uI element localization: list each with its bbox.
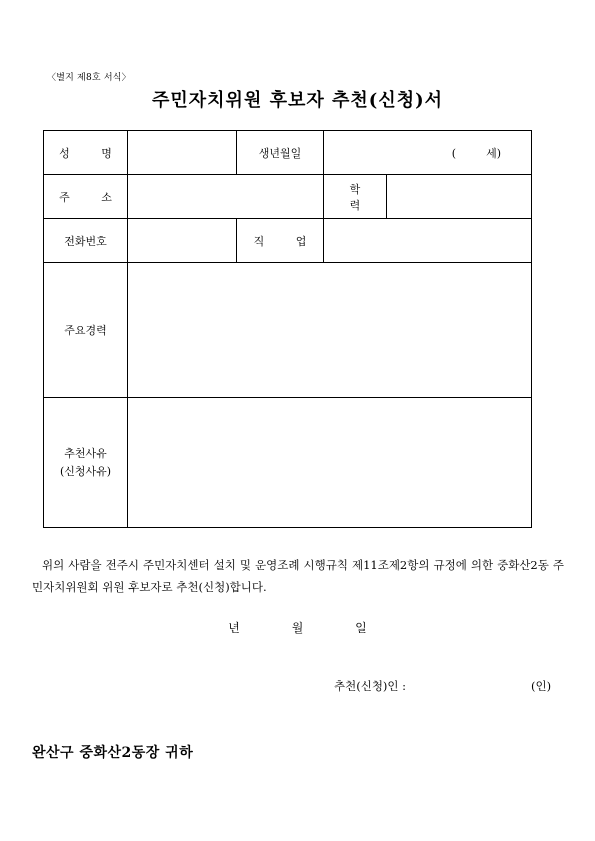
table-row <box>44 219 532 263</box>
seal-mark: (인) <box>531 679 552 693</box>
name-field[interactable] <box>128 131 237 175</box>
education-field[interactable] <box>387 175 532 219</box>
table-row <box>44 131 532 175</box>
date-month: 월 <box>291 621 304 635</box>
name-label: 성 명 <box>44 131 128 175</box>
education-label: 학 력 <box>324 175 387 219</box>
job-label: 직 업 <box>237 219 324 263</box>
career-label: 주요경력 <box>44 263 128 398</box>
addressee: 완산구 중화산2동장 귀하 <box>32 745 194 761</box>
address-label: 주 소 <box>44 175 128 219</box>
phone-label: 전화번호 <box>44 219 128 263</box>
age-open-paren: ( <box>451 146 487 160</box>
reason-field[interactable] <box>128 398 532 528</box>
reason-label-line2: (신청사유) <box>59 464 112 478</box>
application-form-table <box>43 130 532 528</box>
table-row <box>44 175 532 219</box>
date-year: 년 <box>228 621 240 635</box>
age-unit: 세) <box>486 146 501 160</box>
job-field[interactable] <box>324 219 532 263</box>
birthdate-field[interactable] <box>324 131 532 175</box>
address-field[interactable] <box>128 175 324 219</box>
reason-label-line1: 추천사유 <box>64 446 107 460</box>
table-row <box>44 398 532 528</box>
birthdate-label: 생년월일 <box>237 131 324 175</box>
statement-text: 위의 사람을 전주시 주민자치센터 설치 및 운영조례 시행규칙 제11조제2항의 규정에 의한 중화산2동 주민자치위원회 위원 후보자로 추천(신청)합니다. <box>32 558 564 594</box>
reason-label <box>44 398 128 528</box>
form-number-label: 〈별지 제8호 서식〉 <box>47 73 131 83</box>
document-title: 주민자치위원 후보자 추천(신청)서 <box>152 90 443 111</box>
career-field[interactable] <box>128 263 532 398</box>
date-day: 일 <box>355 621 367 635</box>
recommender-label: 추천(신청)인 : <box>334 679 407 693</box>
date-line <box>0 619 595 636</box>
phone-field[interactable] <box>128 219 237 263</box>
table-row <box>44 263 532 398</box>
